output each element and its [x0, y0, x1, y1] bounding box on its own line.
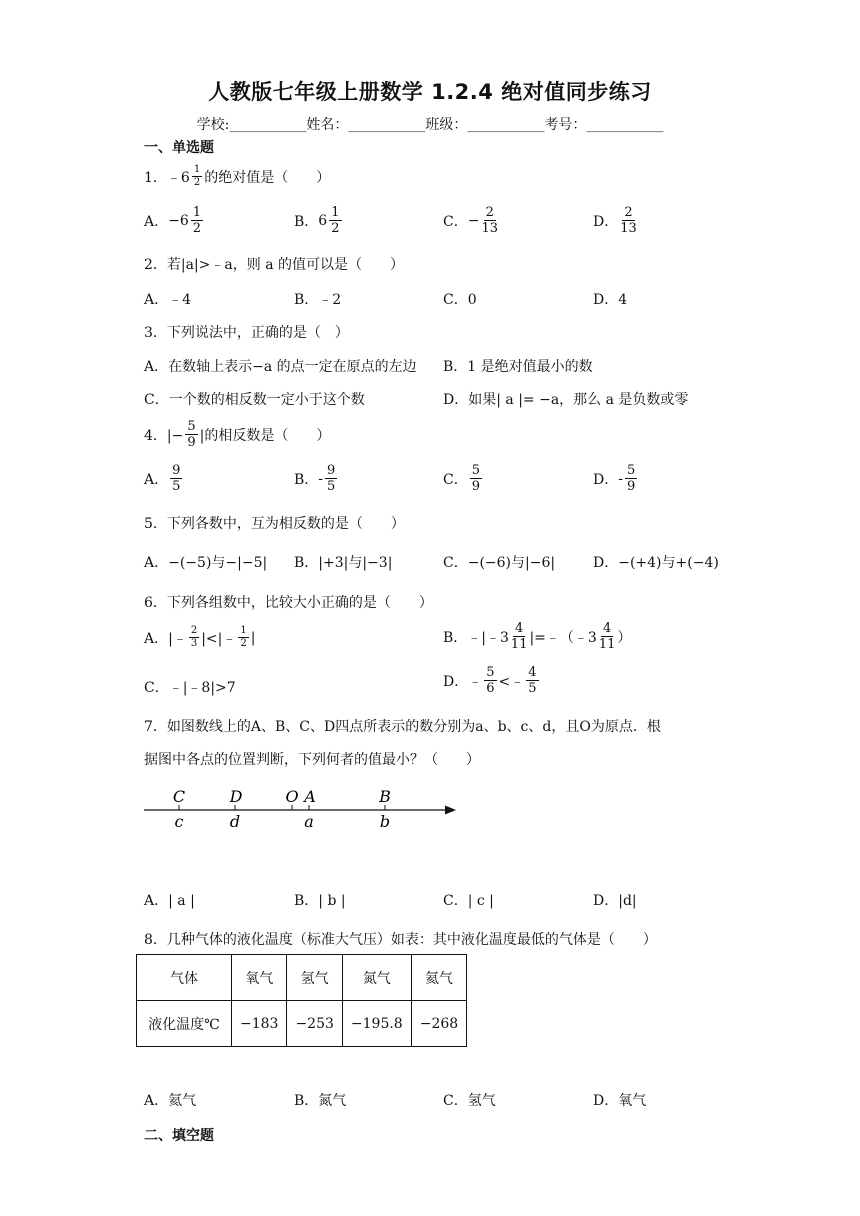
value-label-c: c	[174, 812, 184, 831]
point-label-a: A	[304, 787, 316, 806]
frac-num: 5	[486, 665, 495, 680]
option-sign: -	[618, 470, 623, 487]
table-row	[137, 1001, 467, 1047]
q4-option-d[interactable]	[593, 464, 639, 493]
frac-den: 2	[192, 221, 202, 236]
q5-option-a[interactable]: A．−(−5)与−|−5|	[144, 555, 268, 571]
frac-den: 13	[620, 221, 637, 236]
q1-fraction	[192, 165, 202, 188]
option-label: B．	[294, 213, 319, 230]
q3-option-b[interactable]: B．1 是绝对值最小的数	[443, 359, 593, 375]
table-cell: −268	[411, 1001, 466, 1047]
value-label-a: a	[304, 812, 314, 831]
table-cell: 氦气	[411, 955, 466, 1001]
question-4	[144, 420, 330, 449]
frac-den: 13	[481, 221, 498, 236]
frac-den: 5	[327, 479, 336, 494]
option-label: A．	[144, 471, 169, 488]
question-8: 8．几种气体的液化温度（标准大气压）如表：其中液化温度最低的气体是（ ）	[144, 932, 657, 948]
frac-num: 5	[626, 463, 636, 478]
frac-num: 5	[187, 419, 196, 434]
frac-den: 5	[172, 479, 181, 494]
frac-den: 9	[471, 479, 480, 494]
q7-option-a[interactable]: A．| a |	[144, 893, 195, 909]
q5-option-d[interactable]: D．−(+4)与+(−4)	[593, 555, 719, 571]
q3-option-d[interactable]: D．如果| a |= −a，那么 a 是负数或零	[443, 392, 689, 408]
q1-option-b[interactable]	[294, 206, 344, 235]
point-label-c: C	[172, 787, 186, 806]
option-int: 6	[318, 212, 328, 229]
q1-option-c[interactable]	[443, 206, 500, 235]
table-cell: 液化温度℃	[137, 1001, 232, 1047]
student-info-line: 学校:___________姓名：___________班级：___________考号：___________	[196, 117, 664, 133]
option-label: C．	[443, 471, 468, 488]
q2-option-b[interactable]: B．﹣2	[294, 292, 342, 308]
option-text: A．|﹣	[144, 630, 187, 647]
number-line-figure	[140, 780, 470, 836]
q4-suffix: |的相反数是（ ）	[199, 427, 331, 444]
table-cell: −183	[232, 1001, 287, 1047]
option-sign: -	[318, 470, 324, 487]
section-single-choice: 一、单选题	[144, 140, 214, 156]
q8-option-d[interactable]: D．氧气	[593, 1093, 647, 1109]
q1-frac-num: 1	[193, 164, 201, 175]
q1-prefix: 1．﹣6	[144, 169, 190, 186]
q2-option-a[interactable]: A．﹣4	[144, 292, 192, 308]
q1-suffix: 的绝对值是（ ）	[204, 169, 331, 186]
frac-num: 4	[528, 665, 537, 680]
table-cell: 氢气	[287, 955, 342, 1001]
option-label: D．	[593, 213, 619, 230]
q5-option-b[interactable]: B．|+3|与|−3|	[294, 555, 393, 571]
q8-option-c[interactable]: C．氢气	[443, 1093, 496, 1109]
table-header-row	[137, 955, 467, 1001]
question-3: 3．下列说法中，正确的是（ ）	[144, 325, 349, 341]
q3-option-a[interactable]: A．在数轴上表示−a 的点一定在原点的左边	[144, 359, 417, 375]
frac-num: 1	[240, 625, 247, 636]
frac-num: 5	[471, 463, 480, 478]
q7-option-c[interactable]: C．| c |	[443, 893, 494, 909]
frac-den: 11	[598, 637, 616, 652]
frac-num: 2	[624, 205, 633, 220]
q6-option-a[interactable]	[144, 626, 255, 649]
question-5: 5．下列各数中，互为相反数的是（ ）	[144, 516, 405, 532]
option-label: B．	[294, 471, 319, 488]
option-label: D．	[593, 471, 619, 488]
frac-den: 2	[331, 221, 340, 236]
frac-den: 11	[510, 637, 528, 652]
q2-option-c[interactable]: C．0	[443, 292, 477, 308]
option-text: B．﹣|﹣3	[443, 629, 509, 646]
frac-num: 9	[172, 463, 181, 478]
frac-den: 3	[190, 638, 198, 649]
table-cell: 氮气	[342, 955, 411, 1001]
option-text: |<|﹣	[201, 630, 237, 647]
option-text: |	[250, 629, 256, 646]
q7-option-d[interactable]: D．|d|	[593, 893, 637, 909]
option-text: D．﹣	[443, 673, 483, 690]
frac-num: 4	[515, 621, 524, 636]
q5-option-c[interactable]: C．−(−6)与|−6|	[443, 555, 556, 571]
point-label-d: D	[229, 787, 243, 806]
point-label-b: B	[379, 787, 391, 806]
q7-option-b[interactable]: B．| b |	[294, 893, 346, 909]
frac-num: 2	[190, 625, 198, 636]
frac-den: 5	[528, 681, 537, 696]
q4-prefix: 4．|−	[144, 427, 184, 444]
option-text: |=﹣（﹣3	[529, 629, 597, 646]
table-cell: 氧气	[232, 955, 287, 1001]
question-7-line-1: 7．如图数线上的A、B、C、D四点所表示的数分别为a、b、c、d，且O为原点．根	[144, 719, 661, 735]
value-label-d: d	[229, 812, 241, 831]
q1-frac-den: 2	[193, 177, 201, 188]
q3-option-c[interactable]: C．一个数的相反数一定小于这个数	[144, 392, 365, 408]
q1-option-a[interactable]	[144, 206, 205, 235]
q8-option-a[interactable]: A．氦气	[144, 1093, 197, 1109]
value-label-b: b	[379, 812, 391, 831]
option-text: ）	[617, 629, 632, 646]
question-1	[144, 165, 330, 188]
page-title: 人教版七年级上册数学 1.2.4 绝对值同步练习	[208, 80, 652, 104]
frac-den: 9	[626, 479, 636, 494]
gas-temperature-table	[136, 954, 467, 1047]
frac-num: 1	[331, 205, 340, 220]
q6-option-b[interactable]	[443, 622, 631, 651]
number-line-arrow	[445, 806, 456, 815]
frac-den: 2	[240, 638, 247, 649]
q4-option-a[interactable]	[144, 464, 184, 493]
frac-num: 1	[192, 205, 202, 220]
q4-option-b[interactable]	[294, 464, 339, 493]
question-6: 6．下列各组数中，比较大小正确的是（ ）	[144, 595, 433, 611]
table-cell: −253	[287, 1001, 342, 1047]
option-text: <﹣	[498, 673, 525, 690]
point-label-o: O	[285, 787, 299, 806]
q6-option-d[interactable]	[443, 666, 541, 695]
q6-option-c[interactable]: C．﹣|﹣8|>7	[144, 680, 236, 696]
q4-option-c[interactable]	[443, 464, 484, 493]
table-cell: 气体	[137, 955, 232, 1001]
frac-den: 6	[486, 681, 495, 696]
option-sign: −	[467, 212, 480, 229]
q2-option-d[interactable]: D．4	[593, 292, 628, 308]
frac-num: 4	[602, 621, 612, 636]
question-2: 2．若|a|>﹣a，则 a 的值可以是（ ）	[144, 257, 405, 273]
section-fill-blank: 二、填空题	[144, 1128, 214, 1144]
q8-option-b[interactable]: B．氮气	[294, 1093, 347, 1109]
option-label: C．	[443, 213, 468, 230]
option-int: −6	[168, 212, 189, 229]
q1-option-d[interactable]	[593, 206, 639, 235]
frac-num: 9	[327, 463, 336, 478]
frac-den: 9	[187, 435, 196, 450]
question-7-line-2: 据图中各点的位置判断，下列何者的值最小？（ ）	[144, 752, 480, 768]
frac-num: 2	[485, 205, 494, 220]
option-label: A．	[144, 213, 169, 230]
table-cell: −195.8	[342, 1001, 411, 1047]
